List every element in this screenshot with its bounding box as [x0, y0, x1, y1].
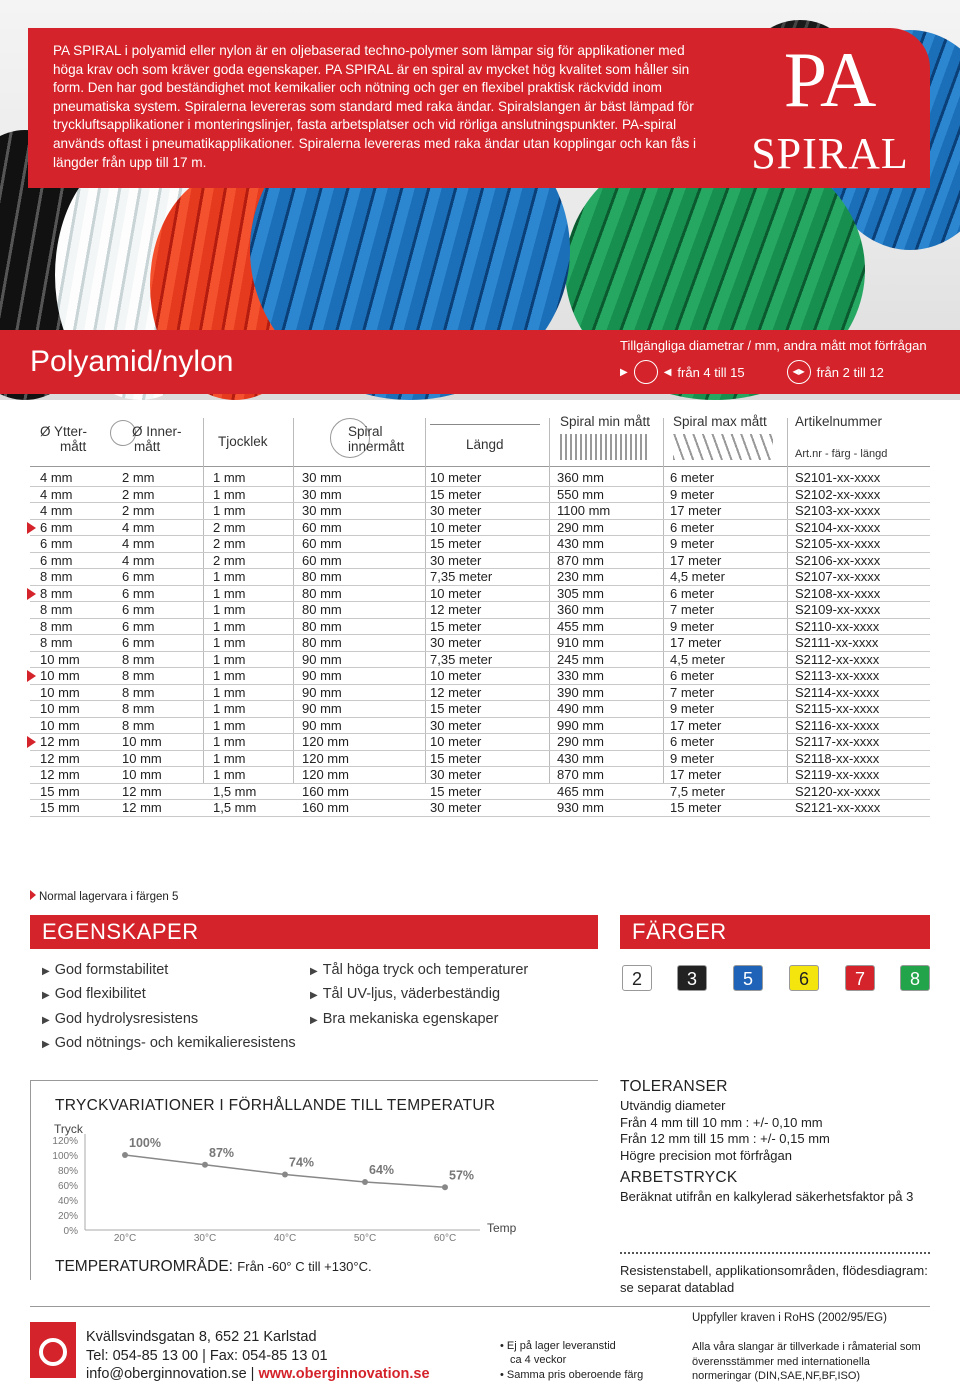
- standards-note: Alla våra slangar är tillverkade i råmaterial som överensstämmer med internationella normeringar (DIN,SAE,NF,BF,ISO): [692, 1341, 921, 1382]
- table-cell: 2 mm: [122, 470, 155, 485]
- bullet-icon: ▶: [310, 966, 318, 977]
- table-cell: 6 mm: [40, 519, 73, 535]
- table-cell: S2116-xx-xxxx: [795, 717, 880, 733]
- tolerance-line: Från 12 mm till 15 mm : +/- 0,15 mm: [620, 1131, 830, 1146]
- inner-diameter-icon: ◀▶: [787, 360, 811, 384]
- table-cell: 12 mm: [40, 734, 80, 749]
- table-row: [30, 470, 930, 487]
- table-cell: 30 mm: [302, 503, 342, 518]
- table-cell: 1 mm: [213, 602, 246, 617]
- header-spiral: Spiral innermått: [348, 424, 405, 454]
- y-tick-label: 80%: [57, 1166, 78, 1177]
- table-cell: 160 mm: [302, 800, 349, 815]
- y-tick-label: 100%: [52, 1151, 78, 1162]
- table-cell: 8 mm: [40, 602, 73, 617]
- table-cell: 910 mm: [557, 635, 604, 650]
- table-cell: 930 mm: [557, 800, 604, 815]
- table-cell: 10 mm: [122, 734, 162, 749]
- color-swatch-5: 5: [733, 965, 763, 991]
- table-cell: 1 mm: [213, 651, 246, 667]
- stock-marker-icon: [27, 670, 36, 682]
- table-row: [30, 734, 930, 751]
- table-cell: S2120-xx-xxxx: [795, 783, 881, 799]
- y-tick-label: 0%: [63, 1226, 78, 1237]
- table-cell: 120 mm: [302, 767, 349, 782]
- data-label: 64%: [369, 1163, 395, 1177]
- table-cell: 6 mm: [40, 536, 73, 551]
- table-cell: S2106-xx-xxxx: [795, 552, 881, 568]
- table-cell: 455 mm: [557, 618, 604, 634]
- table-cell: 12 mm: [40, 750, 80, 766]
- x-axis-label: Temp: [487, 1221, 517, 1235]
- table-cell: 8 mm: [40, 618, 73, 634]
- table-cell: 30 meter: [430, 800, 482, 815]
- table-cell: 90 mm: [302, 701, 342, 716]
- property-item: ▶ God hydrolysresistens: [42, 1011, 199, 1027]
- brand-pa: PA: [783, 36, 877, 123]
- table-cell: 4,5 meter: [670, 569, 725, 584]
- color-swatch-7: 7: [845, 965, 875, 991]
- stock-marker-icon: [27, 736, 36, 748]
- table-cell: 8 mm: [122, 684, 155, 700]
- material-title: Polyamid/nylon: [30, 345, 234, 378]
- table-cell: 9 meter: [670, 486, 715, 502]
- table-cell: 17 meter: [670, 503, 722, 518]
- table-cell: 10 mm: [40, 701, 80, 716]
- table-row: [30, 503, 930, 520]
- table-cell: 1 mm: [213, 767, 246, 782]
- temperature-range: TEMPERATUROMRÅDE: Från -60° C till +130°C.: [55, 1258, 372, 1275]
- table-cell: 8 mm: [122, 701, 155, 716]
- data-label: 57%: [449, 1168, 475, 1183]
- table-cell: 8 mm: [40, 635, 73, 650]
- table-cell: S2103-xx-xxxx: [795, 503, 881, 518]
- dotted-divider: [620, 1252, 930, 1254]
- table-cell: 60 mm: [302, 519, 342, 535]
- table-cell: 2 mm: [213, 536, 246, 551]
- table-cell: 10 meter: [430, 519, 482, 535]
- product-table: [30, 470, 930, 817]
- table-cell: 120 mm: [302, 734, 349, 749]
- table-cell: 17 meter: [670, 717, 722, 733]
- color-swatch-6: 6: [789, 965, 819, 991]
- address: Kvällsvindsgatan 8, 652 21 Karlstad: [86, 1329, 317, 1345]
- table-cell: 8 mm: [122, 717, 155, 733]
- table-cell: 870 mm: [557, 552, 604, 568]
- y-tick-label: 40%: [57, 1196, 78, 1207]
- inner-range: från 2 till 12: [816, 364, 884, 380]
- farger-header: FÄRGER: [620, 915, 930, 949]
- table-cell: 15 meter: [430, 486, 482, 502]
- bullet-icon: ▶: [310, 990, 318, 1001]
- table-cell: 1 mm: [213, 734, 246, 749]
- table-cell: 6 mm: [122, 618, 155, 634]
- table-row: [30, 800, 930, 817]
- table-cell: 10 mm: [40, 684, 80, 700]
- table-cell: 7,5 meter: [670, 783, 725, 799]
- logo-o-icon: [39, 1338, 67, 1366]
- table-rule: [30, 466, 930, 467]
- table-cell: 15 meter: [670, 800, 722, 815]
- property-item: ▶ God flexibilitet: [42, 986, 146, 1002]
- table-row: [30, 652, 930, 669]
- arrow-left-icon: ◀: [663, 366, 672, 378]
- header-article: Artikelnummer: [795, 414, 883, 429]
- table-cell: 290 mm: [557, 519, 604, 535]
- data-point: [442, 1184, 448, 1190]
- table-cell: 30 mm: [302, 470, 342, 485]
- email-link[interactable]: info@oberginnovation.se: [86, 1366, 247, 1382]
- table-cell: 1100 mm: [557, 503, 611, 518]
- table-row: [30, 487, 930, 504]
- table-cell: 6 meter: [670, 668, 715, 683]
- table-cell: S2118-xx-xxxx: [795, 750, 880, 766]
- table-cell: 80 mm: [302, 635, 342, 650]
- table-cell: S2107-xx-xxxx: [795, 569, 881, 584]
- table-cell: 1,5 mm: [213, 800, 257, 815]
- table-cell: S2112-xx-xxxx: [795, 651, 880, 667]
- table-cell: 245 mm: [557, 651, 604, 667]
- outer-range: från 4 till 15: [677, 364, 745, 380]
- diameter-ranges: [620, 360, 884, 384]
- header-outer: Ø Ytter- mått: [40, 424, 88, 454]
- table-cell: 1 mm: [213, 750, 246, 766]
- property-item: ▶ Bra mekaniska egenskaper: [310, 1011, 499, 1027]
- table-cell: 390 mm: [557, 684, 604, 700]
- table-row: [30, 619, 930, 636]
- table-cell: 12 meter: [430, 602, 482, 617]
- table-cell: 17 meter: [670, 552, 722, 568]
- table-row: [30, 751, 930, 768]
- property-item: ▶ God formstabilitet: [42, 962, 169, 978]
- table-cell: 490 mm: [557, 701, 604, 716]
- table-cell: 15 meter: [430, 701, 482, 716]
- table-cell: 12 mm: [40, 767, 80, 782]
- x-tick-label: 20°C: [113, 1233, 137, 1244]
- color-swatch-8: 8: [900, 965, 930, 991]
- bullet-icon: ▶: [42, 990, 50, 1001]
- table-cell: 4 mm: [40, 503, 73, 518]
- table-cell: 1 mm: [213, 486, 246, 502]
- table-cell: 15 meter: [430, 783, 482, 799]
- data-point: [362, 1179, 368, 1185]
- table-cell: 6 mm: [122, 569, 155, 584]
- pressure-title: ARBETSTRYCK: [620, 1169, 738, 1186]
- table-cell: 17 meter: [670, 767, 722, 782]
- table-cell: 10 mm: [122, 750, 162, 766]
- table-cell: 7 meter: [670, 602, 715, 617]
- compressed-spiral-icon: [560, 434, 650, 460]
- table-cell: 6 mm: [122, 585, 155, 601]
- pressure-text: Beräknat utifrån en kalkylerad säkerhetsfaktor på 3: [620, 1189, 914, 1204]
- table-row: [30, 767, 930, 784]
- table-cell: 80 mm: [302, 585, 342, 601]
- table-row: [30, 635, 930, 652]
- table-row: [30, 536, 930, 553]
- intro-text: PA SPIRAL i polyamid eller nylon är en oljebaserad techno-polymer som lämpar sig för applikationer med höga krav och som kräver goda egenskaper. PA SPIRAL är en spiral av mycket hög kvalitet som håller sin form. Den har god beständighet mot kemikalier och nötning och ger en flexibel praktisk räckvidd inom pneumatiska system. Spiralerna levereras som standard med raka ändar. Spiralslangen är bäst lämpad för tryckluftsapplikationer i monteringslinjer, fasta arbetsplatser och vid rörliga anslutningspunkter. PA-spiral används oftast i pneumatikapplikationer. Spiralerna levereras med raka ändar utan kopplingar och kan fås i längder från upp till 17 m.: [28, 28, 728, 188]
- tolerance-title: TOLERANSER: [620, 1078, 728, 1095]
- property-item: ▶ Tål höga tryck och temperaturer: [310, 962, 529, 978]
- table-row: [30, 586, 930, 603]
- bullet-icon: ▶: [42, 1015, 50, 1026]
- brand-spiral: SPIRAL: [751, 129, 909, 178]
- table-cell: 1 mm: [213, 618, 246, 634]
- table-cell: 4 mm: [122, 536, 155, 551]
- table-cell: 17 meter: [670, 635, 722, 650]
- y-tick-label: 120%: [52, 1136, 78, 1147]
- extended-spiral-icon: [673, 434, 773, 460]
- table-cell: 30 meter: [430, 503, 482, 518]
- chart-title: TRYCKVARIATIONER I FÖRHÅLLANDE TILL TEMPERATUR: [55, 1097, 496, 1114]
- table-cell: 90 mm: [302, 651, 342, 667]
- data-point: [282, 1172, 288, 1178]
- header-max: Spiral max mått: [673, 414, 767, 429]
- table-cell: 6 mm: [122, 635, 155, 650]
- table-cell: S2113-xx-xxxx: [795, 668, 880, 683]
- table-cell: 10 mm: [40, 717, 80, 733]
- table-cell: 2 mm: [213, 519, 246, 535]
- table-row: [30, 718, 930, 735]
- data-point: [122, 1152, 128, 1158]
- table-cell: 10 meter: [430, 668, 482, 683]
- table-cell: S2105-xx-xxxx: [795, 536, 881, 551]
- data-point: [202, 1162, 208, 1168]
- table-cell: 9 meter: [670, 701, 715, 716]
- table-cell: 4,5 meter: [670, 651, 725, 667]
- property-item: ▶ Tål UV-ljus, väderbeständig: [310, 986, 501, 1002]
- y-tick-label: 60%: [57, 1181, 78, 1192]
- table-cell: 160 mm: [302, 783, 349, 799]
- y-tick-label: 20%: [57, 1211, 78, 1222]
- header-article-sub: Art.nr - färg - längd: [795, 448, 888, 460]
- table-cell: 30 mm: [302, 486, 342, 502]
- contact-line: info@oberginnovation.se | www.oberginnovation.se: [86, 1366, 430, 1382]
- table-cell: 10 mm: [40, 651, 80, 667]
- table-cell: S2114-xx-xxxx: [795, 684, 880, 700]
- table-cell: 1 mm: [213, 470, 246, 485]
- table-cell: 2 mm: [213, 552, 246, 568]
- website-link[interactable]: www.oberginnovation.se: [258, 1366, 430, 1382]
- x-tick-label: 60°C: [433, 1233, 457, 1244]
- table-cell: 30 meter: [430, 767, 482, 782]
- table-cell: 30 meter: [430, 717, 482, 733]
- table-cell: 80 mm: [302, 602, 342, 617]
- table-cell: 230 mm: [557, 569, 604, 584]
- table-cell: 990 mm: [557, 717, 604, 733]
- bullet-icon: ▶: [42, 966, 50, 977]
- table-cell: 8 mm: [122, 651, 155, 667]
- table-cell: 1,5 mm: [213, 783, 257, 799]
- tolerance-line: Från 4 mm till 10 mm : +/- 0,10 mm: [620, 1115, 823, 1130]
- table-cell: 1 mm: [213, 569, 246, 584]
- table-cell: 10 meter: [430, 734, 482, 749]
- color-swatch-2: 2: [622, 965, 652, 991]
- table-row: [30, 701, 930, 718]
- table-cell: 12 meter: [430, 684, 482, 700]
- table-cell: 1 mm: [213, 503, 246, 518]
- outer-diameter-icon: ▶: [620, 366, 628, 378]
- table-cell: 90 mm: [302, 717, 342, 733]
- table-cell: 10 meter: [430, 585, 482, 601]
- resistance-note: Resistenstabell, applikationsområden, flödesdiagram: se separat datablad: [620, 1263, 928, 1295]
- tolerance-line: Högre precision mot förfrågan: [620, 1148, 792, 1163]
- table-cell: 60 mm: [302, 536, 342, 551]
- table-cell: 12 mm: [122, 783, 162, 799]
- table-cell: 330 mm: [557, 668, 604, 683]
- table-header: [30, 410, 930, 465]
- table-cell: 6 meter: [670, 519, 715, 535]
- table-cell: 10 mm: [122, 767, 162, 782]
- table-cell: S2119-xx-xxxx: [795, 767, 880, 782]
- x-tick-label: 30°C: [193, 1233, 217, 1244]
- table-cell: 360 mm: [557, 602, 604, 617]
- table-cell: 7,35 meter: [430, 569, 493, 584]
- table-cell: 7 meter: [670, 684, 715, 700]
- header-length: Längd: [466, 437, 504, 452]
- data-label: 100%: [129, 1136, 161, 1150]
- header-min: Spiral min mått: [560, 414, 651, 429]
- tolerance-line: Utvändig diameter: [620, 1098, 726, 1113]
- table-row: [30, 668, 930, 685]
- table-row: [30, 784, 930, 801]
- table-cell: 870 mm: [557, 767, 604, 782]
- table-cell: 90 mm: [302, 684, 342, 700]
- footer-bullet: • Ej på lager leveranstid: [500, 1340, 616, 1352]
- table-cell: 550 mm: [557, 486, 604, 502]
- table-cell: 10 mm: [40, 668, 80, 683]
- table-cell: S2110-xx-xxxx: [795, 618, 880, 634]
- bullet-icon: ▶: [42, 1039, 50, 1050]
- table-cell: 430 mm: [557, 536, 604, 551]
- table-cell: 12 mm: [122, 800, 162, 815]
- table-cell: 15 mm: [40, 800, 80, 815]
- marker-icon: [30, 890, 36, 900]
- table-cell: 6 meter: [670, 470, 715, 485]
- table-cell: 6 meter: [670, 585, 715, 601]
- table-cell: 2 mm: [122, 486, 155, 502]
- table-cell: 290 mm: [557, 734, 604, 749]
- table-cell: 30 meter: [430, 552, 482, 568]
- table-cell: 9 meter: [670, 618, 715, 634]
- series-line: [125, 1155, 445, 1187]
- table-cell: S2115-xx-xxxx: [795, 701, 880, 716]
- phone-fax: Tel: 054-85 13 00 | Fax: 054-85 13 01: [86, 1348, 328, 1364]
- table-cell: 15 meter: [430, 750, 482, 766]
- table-cell: 6 mm: [122, 602, 155, 617]
- table-cell: S2102-xx-xxxx: [795, 486, 881, 502]
- table-cell: 8 mm: [122, 668, 155, 683]
- table-cell: 6 mm: [40, 552, 73, 568]
- table-cell: 15 meter: [430, 536, 482, 551]
- table-cell: 1 mm: [213, 717, 246, 733]
- table-row: [30, 569, 930, 586]
- property-item: ▶ God nötnings- och kemikalieresistens: [42, 1035, 296, 1051]
- table-cell: 1 mm: [213, 585, 246, 601]
- table-cell: 1 mm: [213, 635, 246, 650]
- table-row: [30, 602, 930, 619]
- table-cell: 9 meter: [670, 536, 715, 551]
- table-cell: 465 mm: [557, 783, 604, 799]
- header-thickness: Tjocklek: [218, 434, 268, 449]
- stock-marker-icon: [27, 588, 36, 600]
- table-cell: S2117-xx-xxxx: [795, 734, 880, 749]
- table-cell: S2121-xx-xxxx: [795, 800, 881, 815]
- table-row: [30, 553, 930, 570]
- table-cell: S2109-xx-xxxx: [795, 602, 881, 617]
- table-cell: 60 mm: [302, 552, 342, 568]
- rohs-note: Uppfyller kraven i RoHS (2002/95/EG): [692, 1312, 887, 1324]
- table-cell: 15 meter: [430, 618, 482, 634]
- length-icon: [430, 424, 540, 425]
- footer-bullet: • Samma pris oberoende färg: [500, 1369, 644, 1381]
- table-cell: 430 mm: [557, 750, 604, 766]
- table-cell: 10 meter: [430, 470, 482, 485]
- available-diameters: Tillgängliga diametrar / mm, andra mått mot förfrågan: [620, 338, 927, 353]
- table-cell: 1 mm: [213, 668, 246, 683]
- table-cell: S2104-xx-xxxx: [795, 519, 881, 535]
- table-cell: 8 mm: [40, 585, 73, 601]
- table-cell: 80 mm: [302, 618, 342, 634]
- table-cell: 1 mm: [213, 701, 246, 716]
- table-cell: 4 mm: [122, 552, 155, 568]
- pressure-temperature-chart: [50, 1118, 550, 1248]
- table-cell: 90 mm: [302, 668, 342, 683]
- circle-icon: [634, 360, 658, 384]
- y-axis-label: Tryck: [54, 1122, 83, 1136]
- table-cell: 2 mm: [122, 503, 155, 518]
- table-cell: 6 meter: [670, 734, 715, 749]
- footer-bullet-cont: ca 4 veckor: [510, 1354, 567, 1366]
- table-cell: 4 mm: [40, 486, 73, 502]
- table-cell: 9 meter: [670, 750, 715, 766]
- table-cell: 80 mm: [302, 569, 342, 584]
- table-cell: 1 mm: [213, 684, 246, 700]
- table-row: [30, 520, 930, 537]
- table-cell: S2108-xx-xxxx: [795, 585, 881, 601]
- egenskaper-header: EGENSKAPER: [30, 915, 598, 949]
- stock-note: Normal lagervara i färgen 5: [30, 890, 178, 903]
- table-cell: 305 mm: [557, 585, 604, 601]
- data-label: 74%: [289, 1155, 315, 1170]
- table-row: [30, 685, 930, 702]
- table-cell: 8 mm: [40, 569, 73, 584]
- header-inner: Ø Inner- mått: [132, 424, 182, 454]
- table-cell: 7,35 meter: [430, 651, 493, 667]
- color-swatch-3: 3: [677, 965, 707, 991]
- table-cell: S2111-xx-xxxx: [795, 635, 879, 650]
- x-tick-label: 50°C: [353, 1233, 377, 1244]
- footer-rule: [30, 1306, 930, 1307]
- data-label: 87%: [209, 1145, 235, 1160]
- table-cell: 120 mm: [302, 750, 349, 766]
- table-cell: 360 mm: [557, 470, 604, 485]
- table-cell: 4 mm: [40, 470, 73, 485]
- table-cell: 15 mm: [40, 783, 80, 799]
- stock-marker-icon: [27, 522, 36, 534]
- table-cell: S2101-xx-xxxx: [795, 470, 881, 485]
- x-tick-label: 40°C: [273, 1233, 297, 1244]
- table-cell: 30 meter: [430, 635, 482, 650]
- bullet-icon: ▶: [310, 1015, 318, 1026]
- table-cell: 4 mm: [122, 519, 155, 535]
